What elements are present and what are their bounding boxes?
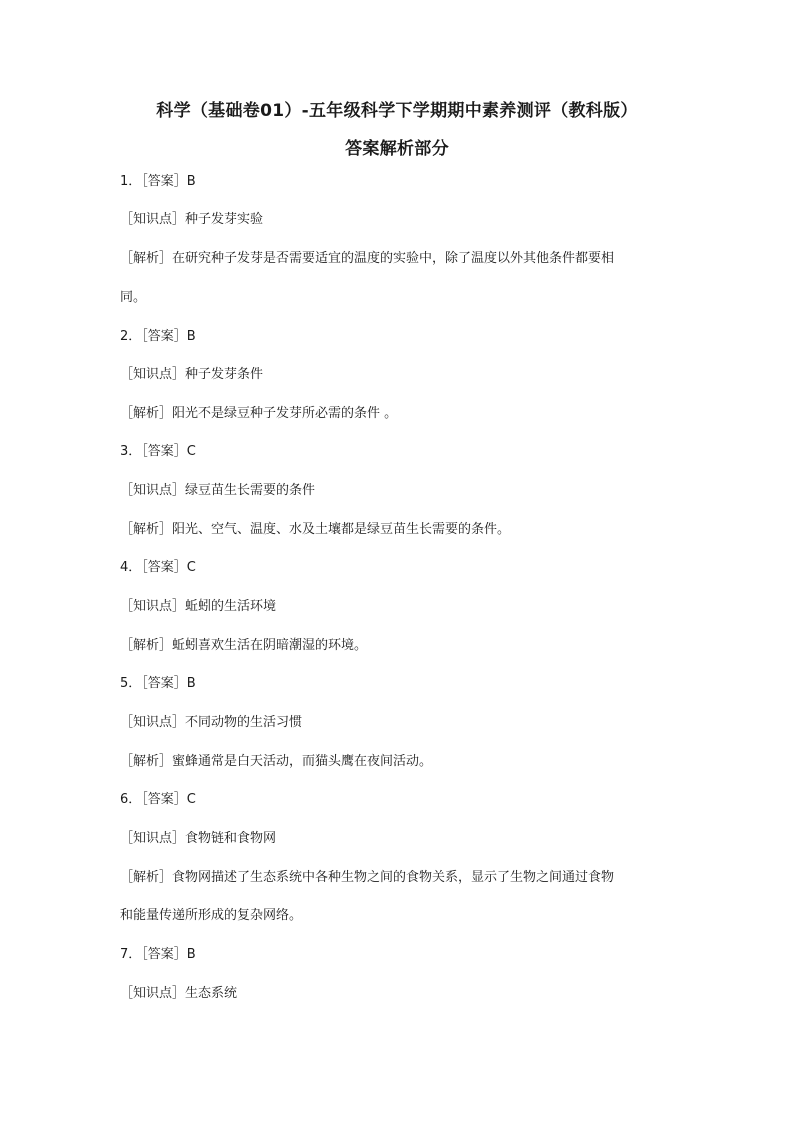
analysis-line-2: ［解析］阳光不是绿豆种子发芽所必需的条件 。 [120,406,398,421]
analysis-line-1: ［解析］在研究种子发芽是否需要适宜的温度的实验中，除了温度以外其他条件都要相 [120,251,615,266]
document-subtitle: 答案解析部分 [345,139,449,159]
knowledge-line-3: ［知识点］绿豆苗生长需要的条件 [120,483,316,498]
analysis-line-5: ［解析］蜜蜂通常是白天活动，而猫头鹰在夜间活动。 [120,754,433,769]
analysis-line-6: ［解析］食物网描述了生态系统中各种生物之间的食物关系，显示了生物之间通过食物 [120,870,615,885]
knowledge-line-1: ［知识点］种子发芽实验 [120,212,264,227]
knowledge-line-2: ［知识点］种子发芽条件 [120,367,264,382]
knowledge-line-7: ［知识点］生态系统 [120,986,238,1001]
analysis-line-3: ［解析］阳光、空气、温度、水及土壤都是绿豆苗生长需要的条件。 [120,522,511,537]
answer-line-3: 3．［答案］C [120,444,196,459]
knowledge-line-6: ［知识点］食物链和食物网 [120,831,277,846]
analysis-line-1-cont: 同。 [120,290,147,305]
analysis-line-4: ［解析］蚯蚓喜欢生活在阴暗潮湿的环境。 [120,638,368,653]
answer-line-4: 4．［答案］C [120,560,196,575]
answer-line-1: 1．［答案］B [120,174,196,189]
document-title: 科学（基础卷01）-五年级科学下学期期中素养测评（教科版） [156,101,638,121]
knowledge-line-4: ［知识点］蚯蚓的生活环境 [120,599,277,614]
answer-line-7: 7．［答案］B [120,947,196,962]
answer-line-2: 2．［答案］B [120,329,196,344]
knowledge-line-5: ［知识点］不同动物的生活习惯 [120,715,303,730]
analysis-line-6-cont: 和能量传递所形成的复杂网络。 [120,908,303,923]
answer-line-5: 5．［答案］B [120,676,196,691]
answer-line-6: 6．［答案］C [120,792,196,807]
